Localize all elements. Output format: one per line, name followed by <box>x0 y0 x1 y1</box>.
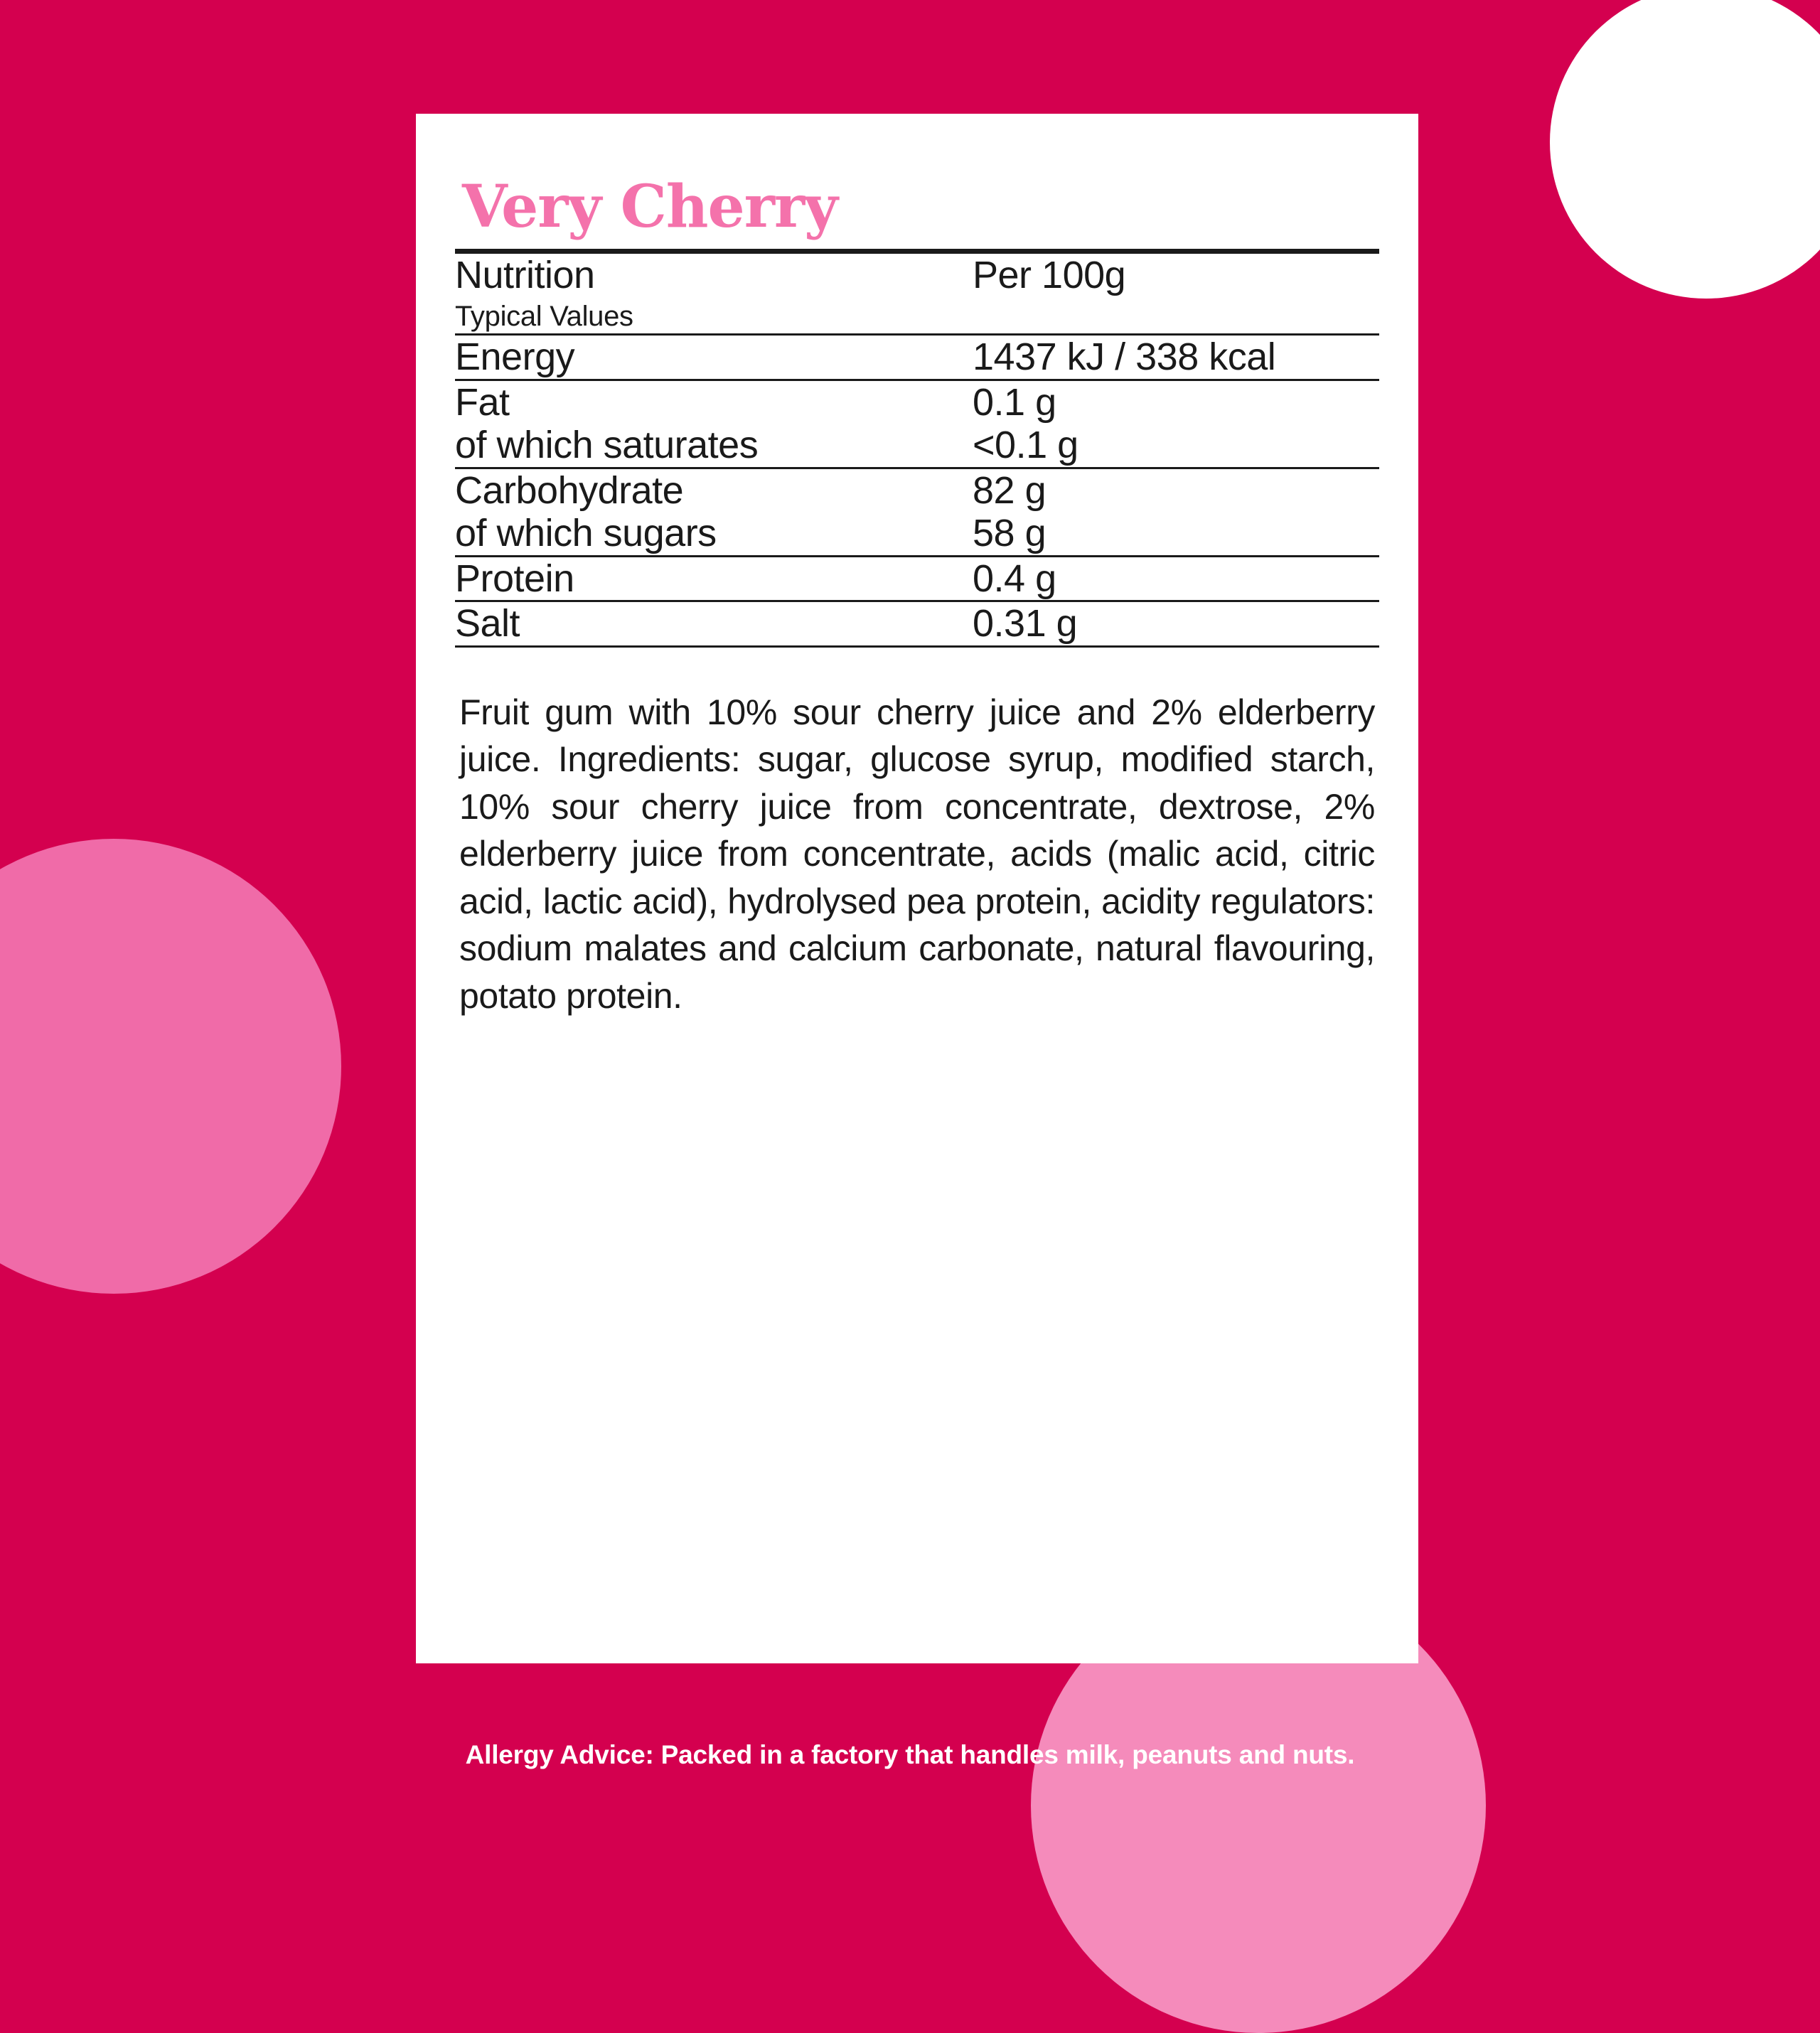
row-label: Salt <box>455 602 520 645</box>
row-value-cell <box>973 380 1379 468</box>
row-value-cell <box>973 335 1379 380</box>
table-row <box>455 335 1379 380</box>
nutrition-card <box>416 114 1418 1663</box>
row-value: 0.31 g <box>973 602 1078 645</box>
table-header-value-cell <box>973 252 1379 335</box>
row-value-cell <box>973 468 1379 556</box>
table-row <box>455 601 1379 646</box>
row-label: Protein <box>455 557 574 600</box>
decorative-circle-white <box>1550 0 1820 299</box>
row-label-cell <box>455 556 973 601</box>
typical-values-subheading: Typical Values <box>455 301 633 333</box>
page-title: Very Cherry <box>462 173 837 241</box>
table-row <box>455 556 1379 601</box>
row-sub-label: of which saturates <box>455 424 759 467</box>
row-value: 1437 kJ / 338 kcal <box>973 336 1276 379</box>
row-label-cell <box>455 380 973 468</box>
table-header-label-cell <box>455 252 973 335</box>
row-label: Fat <box>455 380 510 424</box>
row-value: 0.1 g <box>973 380 1056 424</box>
row-value-cell <box>973 601 1379 646</box>
allergy-advice: Allergy Advice: Packed in a factory that handles milk, peanuts and nuts. <box>465 1740 1355 1769</box>
row-sub-label: of which sugars <box>455 512 717 555</box>
row-label-cell <box>455 335 973 380</box>
row-label-cell <box>455 468 973 556</box>
row-label: Carbohydrate <box>455 468 684 512</box>
per-100g-heading: Per 100g <box>973 254 1126 296</box>
table-bottom-rule-right <box>973 646 1379 648</box>
table-row <box>455 468 1379 556</box>
table-bottom-rule-left <box>455 646 973 648</box>
table-bottom-rule-row <box>455 646 1379 648</box>
row-sub-value: <0.1 g <box>973 424 1078 467</box>
row-label: Energy <box>455 336 575 379</box>
nutrition-table <box>455 249 1379 648</box>
table-row <box>455 380 1379 468</box>
table-header-row <box>455 252 1379 335</box>
row-label-cell <box>455 601 973 646</box>
row-value: 0.4 g <box>973 557 1056 600</box>
row-value: 82 g <box>973 468 1046 512</box>
decorative-circle-pink-left <box>0 839 341 1294</box>
ingredients-text: Fruit gum with 10% sour cherry juice and 2% elderberry juice. Ingredients: sugar, glucose syrup, modified starch, 10% sour cherry juice from concentrate, dextrose, 2% elderberry juice from concentrate, acids (malic acid, citric acid, lactic acid), hydrolysed pea protein, acidity regulators: sodium malates and calcium carbonate, natural flavouring, potato protein. <box>459 692 1375 1016</box>
row-sub-value: 58 g <box>973 512 1046 555</box>
nutrition-heading: Nutrition <box>455 254 595 296</box>
row-value-cell <box>973 556 1379 601</box>
